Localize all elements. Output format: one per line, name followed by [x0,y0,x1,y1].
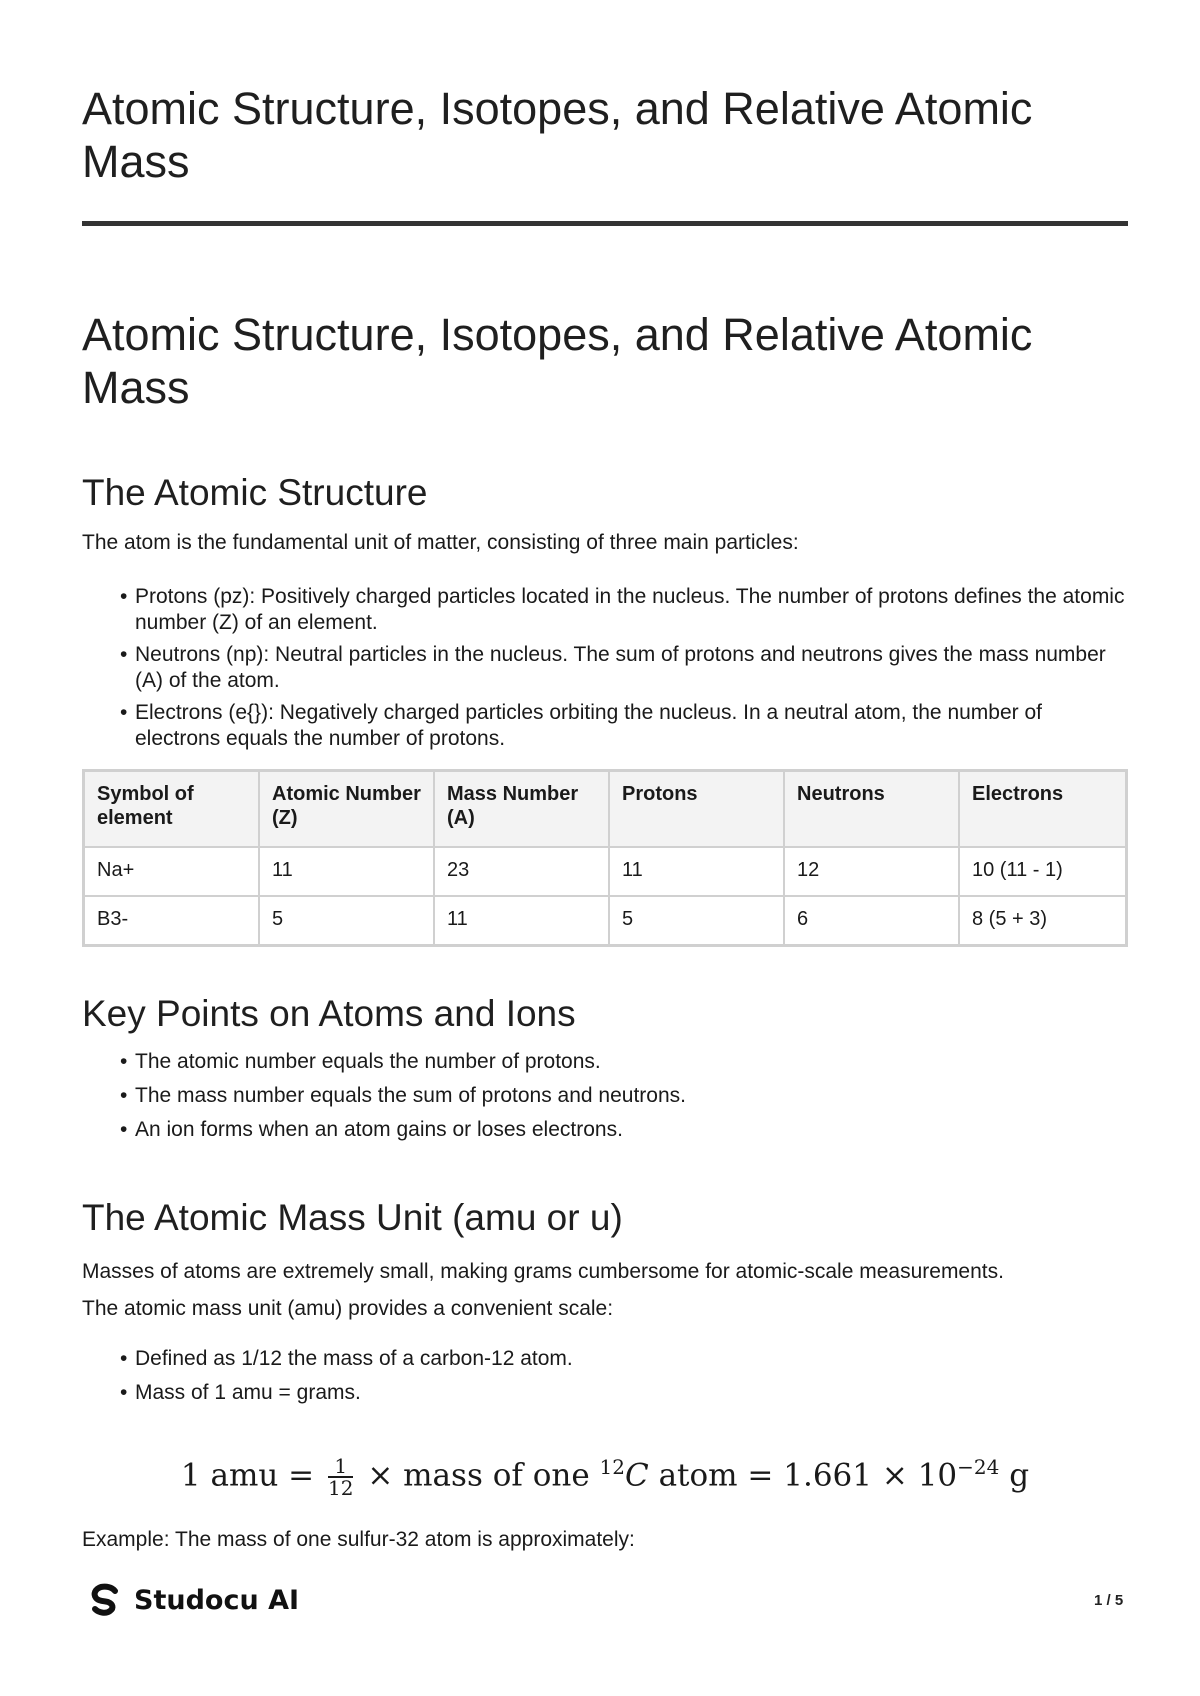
table-cell: Na+ [84,847,260,896]
title-divider [82,221,1128,226]
table-cell: 23 [434,847,609,896]
studocu-logo-icon [88,1583,122,1617]
table-cell: 11 [434,896,609,946]
table-row [84,896,1127,946]
section-heading-atomic-structure: The Atomic Structure [82,472,428,513]
section-heading-amu: The Atomic Mass Unit (amu or u) [82,1197,623,1238]
table-cell: 6 [784,896,959,946]
fraction-denominator: 12 [328,1475,354,1500]
list-item: • Neutrons (np): Neutral particles in the nucleus. The sum of protons and neutrons gives the mass number (A) of the atom. [120,642,1130,694]
equation-unit: g [1009,1457,1030,1494]
main-heading: Atomic Structure, Isotopes, and Relative Atomic Mass [82,309,1033,413]
exponent: −24 [957,1455,1000,1479]
amu-equation [82,1437,1128,1505]
key-points-list [120,1049,1130,1143]
column-header: Atomic Number (Z) [259,771,434,848]
column-header: Electrons [959,771,1127,848]
equation-rhs: atom = 1.661 × 10 [658,1457,958,1494]
studocu-logo [88,1583,299,1617]
table-header-row [84,771,1127,848]
section-heading-key-points: Key Points on Atoms and Ions [82,993,576,1034]
intro-paragraph: The atom is the fundamental unit of matter, consisting of three main particles: [82,531,799,554]
document-title: Atomic Structure, Isotopes, and Relative Atomic Mass [82,83,1033,187]
list-item: • Electrons (e{}): Negatively charged particles orbiting the nucleus. In a neutral atom, the number of electrons equals the number of protons. [120,700,1130,752]
fraction-numerator: 1 [328,1456,353,1478]
list-item: • The mass number equals the sum of protons and neutrons. [120,1083,1130,1109]
table-cell: 10 (11 - 1) [959,847,1127,896]
amu-paragraph-2: The atomic mass unit (amu) provides a convenient scale: [82,1297,614,1320]
column-header: Neutrons [784,771,959,848]
list-item: • Mass of 1 amu = grams. [120,1380,1130,1406]
list-item: • Defined as 1/12 the mass of a carbon-12 atom. [120,1346,1130,1372]
fraction-one-twelfth [328,1453,354,1500]
list-item: • An ion forms when an atom gains or loses electrons. [120,1117,1130,1143]
table-cell: 11 [259,847,434,896]
table-cell: B3- [84,896,260,946]
example-paragraph: Example: The mass of one sulfur-32 atom is approximately: [82,1528,635,1551]
equation-lhs: 1 amu = [180,1457,315,1494]
table-cell: 12 [784,847,959,896]
column-header: Symbol of element [84,771,260,848]
particle-table [82,769,1128,947]
table-cell: 5 [609,896,784,946]
brand-name: Studocu AI [134,1584,300,1616]
amu-list [120,1346,1130,1406]
table-row [84,847,1127,896]
table-cell: 8 (5 + 3) [959,896,1127,946]
list-item: • Protons (pz): Positively charged particles located in the nucleus. The number of protons defines the atomic number (Z) of an element. [120,584,1130,636]
list-item: • The atomic number equals the number of protons. [120,1049,1130,1075]
equation-middle: × mass of one [367,1457,590,1494]
element-symbol: C [624,1457,649,1494]
table-cell: 5 [259,896,434,946]
amu-paragraph-1: Masses of atoms are extremely small, making grams cumbersome for atomic-scale measurements. [82,1260,1004,1283]
column-header: Mass Number (A) [434,771,609,848]
table-cell: 11 [609,847,784,896]
column-header: Protons [609,771,784,848]
page-number: 1 / 5 [1094,1592,1124,1609]
mass-superscript: 12 [599,1455,625,1479]
particle-list [120,584,1130,752]
